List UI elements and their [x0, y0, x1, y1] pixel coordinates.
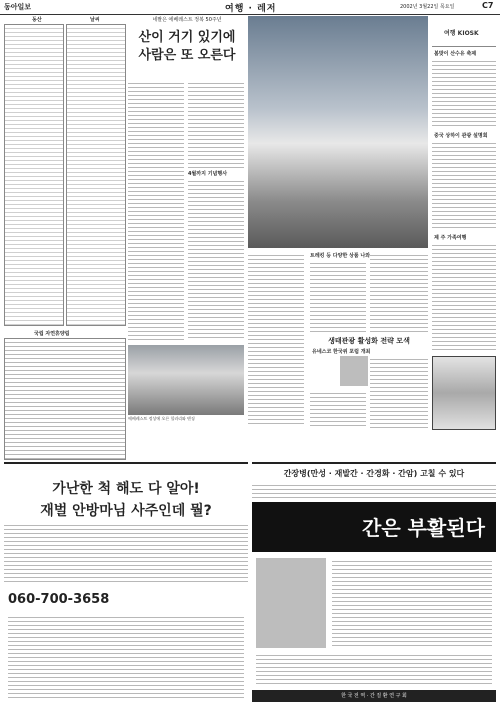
climbers-photo: [128, 345, 244, 415]
article-1-subhead-2: 트레킹 등 다양한 상품 나와: [310, 253, 371, 259]
everest-photo: [248, 16, 428, 248]
fortune-ad-phone: 060-700-3658: [8, 592, 110, 607]
fortune-ad-headline-2: 재벌 안방마님 사주인데 뭘?: [40, 503, 212, 519]
article-1-text-col-2a: [188, 80, 244, 168]
page-number: C7: [482, 1, 494, 10]
fortune-ad-headline-1: 가난한 척 해도 다 알아!: [52, 481, 200, 497]
article-1-text-col-2b: [188, 178, 244, 340]
issue-date: 2002년 3월22일 목요일: [400, 4, 455, 10]
article-1-kicker: 네팔은 에베레스트 정복 50주년: [152, 17, 222, 23]
table-heading-2: 날씨: [90, 17, 100, 23]
newspaper-logo: 동아일보: [4, 3, 32, 11]
kiosk-item-2: 중국 상하이 관광 설명회: [434, 133, 488, 139]
article-1-text-col-5: [370, 252, 428, 332]
schedule-table-1: [4, 24, 64, 326]
kiosk-item-3: 제 주 가족여행: [434, 235, 467, 241]
article-2-text-col-2: [370, 356, 428, 428]
kiosk-header: [432, 16, 496, 47]
page-header: [0, 0, 500, 15]
fortune-ad: [4, 462, 248, 704]
kiosk-text-3: [432, 242, 496, 352]
liver-ad-list: [332, 558, 492, 648]
liver-ad-footer: 한 국 전 역 · 간 질 환 연 구 회: [252, 690, 496, 702]
article-1-text-col-1: [128, 80, 184, 340]
left-bottom-block: [4, 330, 124, 458]
liver-ad-details: [256, 652, 492, 686]
left-column: [4, 16, 124, 326]
kiosk-ad-box: [432, 356, 496, 430]
liver-ad-image: [256, 558, 326, 648]
forest-table-title: 국립 자연휴양림: [34, 331, 70, 337]
article-2-text-col-1: [310, 390, 366, 428]
table-heading-1: 동산: [32, 17, 42, 23]
article-1-head: [128, 16, 246, 76]
kiosk-title: 여행 KIOSK: [444, 30, 479, 37]
article-1-headline-1: 산이 거기 있기에: [138, 30, 236, 45]
liver-ad-banner: [252, 502, 496, 552]
forest-table: [4, 338, 126, 460]
liver-ad-intro: [252, 482, 496, 498]
liver-ad: [252, 462, 496, 704]
schedule-table-2: [66, 24, 126, 326]
fortune-ad-text: [4, 522, 248, 582]
section-title: 여행 · 레저: [225, 4, 277, 14]
liver-ad-headline: 간장병(만성 · 재발간 · 간경화 · 간암) 고칠 수 있다: [283, 469, 465, 478]
kiosk-text-1: [432, 58, 496, 128]
kiosk-text-2: [432, 140, 496, 230]
article-1-text-col-4: [310, 260, 366, 332]
article-1-text-col-3: [248, 252, 304, 427]
kiosk-item-1: 봄맞이 산수유 축제: [434, 51, 477, 57]
fortune-ad-details: [8, 614, 244, 700]
climbers-photo-caption: 에베레스트 정상에 오른 힐러리와 텐징: [128, 416, 195, 421]
article-1-subhead-1: 4월까지 기념행사: [188, 171, 228, 177]
article-2-subtitle: 유네스코 한국위 포럼 개최: [312, 349, 371, 355]
article-2-title: 생태관광 활성화 전략 모색: [328, 336, 410, 345]
forum-photo: [340, 356, 368, 386]
article-1-headline-2: 사람은 또 오른다: [138, 48, 236, 63]
liver-ad-banner-text: 간은 부활된다: [362, 516, 485, 540]
